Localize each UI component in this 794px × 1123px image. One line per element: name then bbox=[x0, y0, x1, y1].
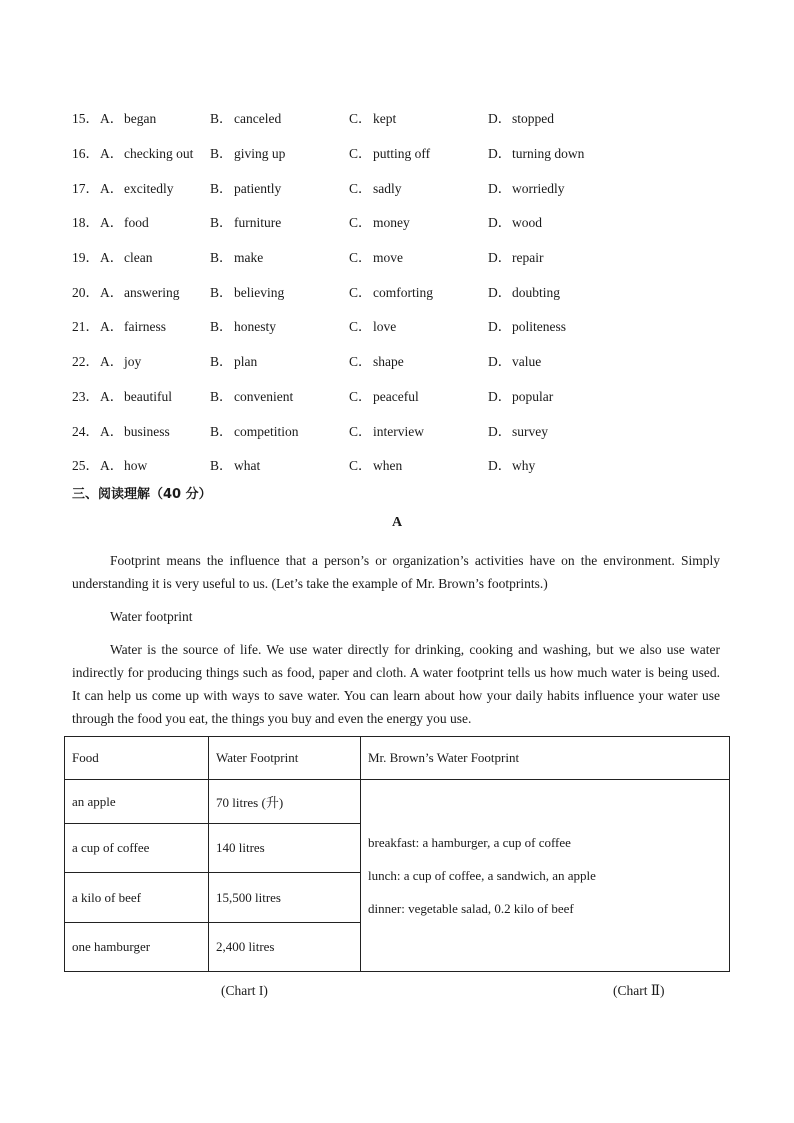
option-b bbox=[210, 315, 349, 335]
question-row bbox=[72, 239, 752, 274]
option-d bbox=[488, 350, 688, 370]
option-letter: B． bbox=[210, 250, 233, 266]
footprint-cell: 15,500 litres bbox=[209, 873, 361, 923]
option-b bbox=[210, 107, 349, 127]
option-letter: A． bbox=[100, 146, 124, 162]
option-d bbox=[488, 315, 688, 335]
option-b bbox=[210, 142, 349, 162]
question-number: 16． bbox=[72, 146, 99, 162]
option-letter: A． bbox=[100, 458, 124, 474]
option-letter: C． bbox=[349, 250, 372, 266]
option-text: value bbox=[512, 354, 542, 370]
food-cell: an apple bbox=[65, 780, 209, 824]
option-c bbox=[349, 385, 488, 405]
option-a bbox=[72, 385, 210, 405]
option-letter: D． bbox=[488, 250, 512, 266]
option-text: sadly bbox=[373, 180, 402, 196]
header-water-footprint: Water Footprint bbox=[209, 737, 361, 780]
option-text: answering bbox=[124, 284, 180, 300]
option-letter: C． bbox=[349, 284, 372, 300]
option-letter: A． bbox=[100, 284, 124, 300]
option-d bbox=[488, 107, 688, 127]
chart-2-caption: (Chart Ⅱ) bbox=[613, 983, 665, 998]
option-c bbox=[349, 454, 488, 474]
option-letter: D． bbox=[488, 458, 512, 474]
option-text: shape bbox=[373, 354, 404, 370]
meal-lunch: lunch: a cup of coffee, a sandwich, an apple bbox=[368, 868, 596, 883]
option-b bbox=[210, 281, 349, 301]
option-text: competition bbox=[234, 423, 299, 439]
option-text: move bbox=[373, 250, 403, 266]
option-letter: C． bbox=[349, 180, 372, 196]
option-text: clean bbox=[124, 250, 153, 266]
option-c bbox=[349, 246, 488, 266]
option-text: doubting bbox=[512, 284, 561, 300]
option-letter: C． bbox=[349, 319, 372, 335]
option-letter: B． bbox=[210, 180, 233, 196]
option-letter: B． bbox=[210, 423, 233, 439]
option-d bbox=[488, 420, 688, 440]
option-d bbox=[488, 142, 688, 162]
option-text: what bbox=[234, 458, 261, 474]
option-text: stopped bbox=[512, 111, 554, 127]
question-number: 23． bbox=[72, 388, 99, 404]
option-text: love bbox=[373, 319, 397, 335]
option-a bbox=[72, 420, 210, 440]
option-letter: B． bbox=[210, 284, 233, 300]
meal-breakfast: breakfast: a hamburger, a cup of coffee bbox=[368, 835, 571, 850]
option-d bbox=[488, 177, 688, 197]
option-c bbox=[349, 315, 488, 335]
option-letter: D． bbox=[488, 354, 512, 370]
option-a bbox=[72, 350, 210, 370]
option-d bbox=[488, 246, 688, 266]
option-text: when bbox=[373, 458, 403, 474]
option-letter: C． bbox=[349, 111, 372, 127]
option-d bbox=[488, 385, 688, 405]
option-text: canceled bbox=[234, 111, 282, 127]
option-text: patiently bbox=[234, 180, 282, 196]
option-letter: A． bbox=[100, 423, 124, 439]
option-text: politeness bbox=[512, 319, 566, 335]
question-number: 20． bbox=[72, 284, 99, 300]
question-number: 15． bbox=[72, 111, 99, 127]
option-b bbox=[210, 246, 349, 266]
option-b bbox=[210, 420, 349, 440]
option-letter: A． bbox=[100, 180, 124, 196]
option-letter: C． bbox=[349, 215, 372, 231]
option-text: worriedly bbox=[512, 180, 565, 196]
option-letter: B． bbox=[210, 319, 233, 335]
question-row bbox=[72, 273, 752, 308]
mr-brown-meals bbox=[361, 780, 730, 972]
option-text: wood bbox=[512, 215, 542, 231]
option-c bbox=[349, 142, 488, 162]
option-c bbox=[349, 107, 488, 127]
question-number: 18． bbox=[72, 215, 99, 231]
option-text: how bbox=[124, 458, 148, 474]
question-row bbox=[72, 308, 752, 343]
option-text: convenient bbox=[234, 388, 294, 404]
passage-intro: Footprint means the influence that a person’s or organization’s activities have on the environment. Simply understanding it is very useful to us. (Let’s take the example of Mr. Brown’s footprints.) bbox=[72, 553, 720, 591]
question-row bbox=[72, 100, 752, 135]
option-text: believing bbox=[234, 284, 285, 300]
option-letter: C． bbox=[349, 388, 372, 404]
option-text: honesty bbox=[234, 319, 276, 335]
food-cell: a kilo of beef bbox=[65, 873, 209, 923]
option-text: excitedly bbox=[124, 180, 174, 196]
option-letter: B． bbox=[210, 146, 233, 162]
option-c bbox=[349, 350, 488, 370]
option-letter: A． bbox=[100, 250, 124, 266]
option-text: furniture bbox=[234, 215, 282, 231]
option-b bbox=[210, 350, 349, 370]
question-row bbox=[72, 378, 752, 413]
option-c bbox=[349, 281, 488, 301]
option-b bbox=[210, 454, 349, 474]
option-letter: D． bbox=[488, 423, 512, 439]
option-letter: B． bbox=[210, 111, 233, 127]
option-text: turning down bbox=[512, 146, 585, 162]
question-row bbox=[72, 447, 752, 482]
option-b bbox=[210, 211, 349, 231]
option-a bbox=[72, 315, 210, 335]
option-text: survey bbox=[512, 423, 548, 439]
option-c bbox=[349, 420, 488, 440]
food-cell: one hamburger bbox=[65, 923, 209, 972]
question-number: 17． bbox=[72, 180, 99, 196]
option-text: business bbox=[124, 423, 170, 439]
option-c bbox=[349, 177, 488, 197]
option-letter: D． bbox=[488, 180, 512, 196]
option-letter: C． bbox=[349, 423, 372, 439]
food-cell: a cup of coffee bbox=[65, 824, 209, 873]
option-letter: C． bbox=[349, 146, 372, 162]
passage-body: Water is the source of life. We use water directly for drinking, cooking and washing, but we also use water indirectly for producing things such as food, paper and cloth. A water footprint tells us how much water is being used. It can help us come up with ways to save water. You can learn about how your daily habits influence your water use through the food you eat, the things you buy and even the energy you use. bbox=[72, 642, 720, 726]
table-header-row bbox=[65, 737, 730, 780]
option-text: why bbox=[512, 458, 536, 474]
option-a bbox=[72, 246, 210, 266]
question-row bbox=[72, 169, 752, 204]
option-text: money bbox=[373, 215, 410, 231]
header-mr-brown: Mr. Brown’s Water Footprint bbox=[361, 737, 730, 780]
option-letter: D． bbox=[488, 388, 512, 404]
option-letter: A． bbox=[100, 215, 124, 231]
option-text: peaceful bbox=[373, 388, 419, 404]
header-food: Food bbox=[65, 737, 209, 780]
option-a bbox=[72, 281, 210, 301]
option-a bbox=[72, 454, 210, 474]
footprint-cell: 2,400 litres bbox=[209, 923, 361, 972]
option-text: fairness bbox=[124, 319, 166, 335]
option-a bbox=[72, 142, 210, 162]
option-text: repair bbox=[512, 250, 544, 266]
option-letter: A． bbox=[100, 388, 124, 404]
option-text: kept bbox=[373, 111, 397, 127]
option-text: comforting bbox=[373, 284, 433, 300]
option-a bbox=[72, 107, 210, 127]
question-number: 22． bbox=[72, 354, 99, 370]
option-text: began bbox=[124, 111, 157, 127]
chart-1-caption: (Chart I) bbox=[221, 983, 268, 998]
option-d bbox=[488, 211, 688, 231]
passage-subheading: Water footprint bbox=[110, 609, 193, 624]
option-text: giving up bbox=[234, 146, 286, 162]
option-b bbox=[210, 177, 349, 197]
option-letter: A． bbox=[100, 354, 124, 370]
option-letter: B． bbox=[210, 354, 233, 370]
question-row bbox=[72, 343, 752, 378]
option-letter: D． bbox=[488, 215, 512, 231]
question-number: 25． bbox=[72, 458, 99, 474]
option-letter: A． bbox=[100, 111, 124, 127]
passage-title: A bbox=[391, 515, 403, 530]
question-row bbox=[72, 135, 752, 170]
section-heading: 三、阅读理解（40 分） bbox=[72, 487, 212, 502]
option-letter: C． bbox=[349, 458, 372, 474]
option-text: popular bbox=[512, 388, 554, 404]
option-d bbox=[488, 281, 688, 301]
option-letter: C． bbox=[349, 354, 372, 370]
footprint-cell: 70 litres (升) bbox=[209, 780, 361, 824]
question-row bbox=[72, 204, 752, 239]
option-letter: B． bbox=[210, 388, 233, 404]
option-letter: B． bbox=[210, 215, 233, 231]
option-letter: D． bbox=[488, 146, 512, 162]
question-number: 21． bbox=[72, 319, 99, 335]
option-letter: D． bbox=[488, 319, 512, 335]
option-b bbox=[210, 385, 349, 405]
option-text: make bbox=[234, 250, 264, 266]
option-text: interview bbox=[373, 423, 424, 439]
water-footprint-table bbox=[64, 736, 730, 972]
option-text: plan bbox=[234, 354, 258, 370]
footprint-cell: 140 litres bbox=[209, 824, 361, 873]
option-letter: D． bbox=[488, 111, 512, 127]
option-a bbox=[72, 211, 210, 231]
option-text: putting off bbox=[373, 146, 431, 162]
question-number: 24． bbox=[72, 423, 99, 439]
option-text: checking out bbox=[124, 146, 194, 162]
answer-options bbox=[72, 100, 752, 482]
question-row bbox=[72, 412, 752, 447]
option-letter: A． bbox=[100, 319, 124, 335]
option-text: joy bbox=[124, 354, 142, 370]
option-d bbox=[488, 454, 688, 474]
option-a bbox=[72, 177, 210, 197]
option-c bbox=[349, 211, 488, 231]
option-text: beautiful bbox=[124, 388, 172, 404]
option-letter: B． bbox=[210, 458, 233, 474]
meal-dinner: dinner: vegetable salad, 0.2 kilo of beef bbox=[368, 901, 574, 916]
table-row bbox=[65, 780, 730, 824]
option-letter: D． bbox=[488, 284, 512, 300]
question-number: 19． bbox=[72, 250, 99, 266]
option-text: food bbox=[124, 215, 149, 231]
